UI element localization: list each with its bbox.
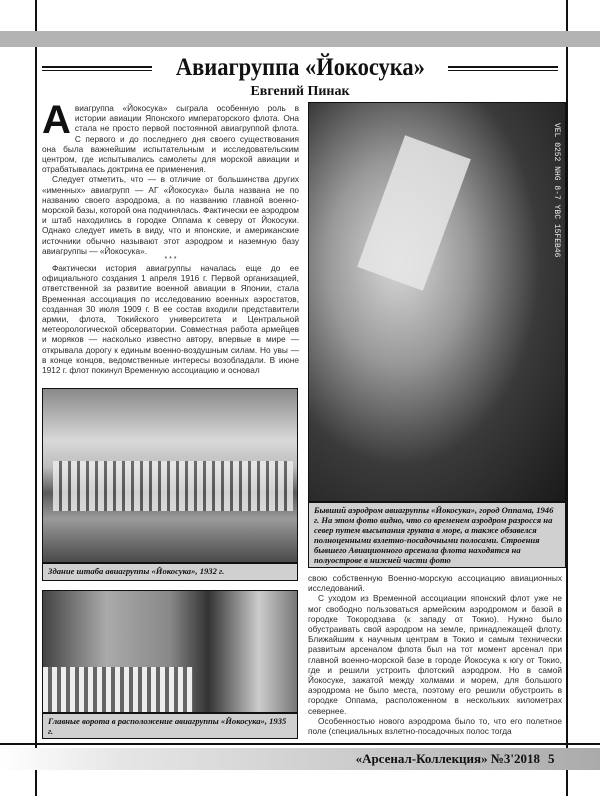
paragraph: свою собственную Военно-морскую ассоциацию авиационных исследований. [308, 573, 562, 594]
gate-photo [42, 590, 298, 713]
headquarters-photo [42, 388, 298, 563]
footer-rule [0, 743, 600, 745]
page-number: 5 [548, 751, 555, 766]
article-author: Евгений Пинак [250, 84, 350, 99]
paragraph: Авиагруппа «Йокосука» сыграла особенную роль в истории авиации Японского императорского флота. Она стала не просто первой постоянной авиагруппой флота. С первого и до последнего дня своего существования она была важнейшим испытательным и исследовательским центром, где испытывались самолеты для морской авиации и отрабатывалась доктрина ее применения. [42, 98, 299, 175]
sailors-shape [43, 667, 193, 712]
paragraph: Фактически история авиагруппы началась еще до ее официального создания 1 апреля 1916 г. Первой организацией, ответственной за развитие военной авиации в Японии, стала Временная ассоциация по исследованию военных аэростатов, созданная 30 июля 1909 г. В ее состав входили представители армии, флота, Токийского университета и Центральной метеорологической обсерватории. Совместная работа армейцев и моряков — насколько известно автору, впервые в мире — открывала дорогу к единым военно-воздушным силам. Но увы — в конце концов, ведомственные интересы возобладали. В июне 1912 г. флот покинул Временную ассоциацию и основал [42, 263, 299, 376]
frame-line-right [566, 0, 568, 796]
building-shape [53, 461, 293, 511]
right-column [308, 573, 562, 736]
title-rule-right [448, 66, 558, 71]
publication-name: «Арсенал-Коллекция» №3'2018 [355, 751, 540, 766]
title-row [42, 54, 558, 82]
paragraph: С уходом из Временной ассоциации японский флот уже не мог свободно пользоваться армейским аэродромом и базой в городке Токородзава (к западу от Токио). Нужно было обустраивать свой аэродром на земле, принадлежащей флоту. Ближайшим к научным центрам в Токио и самым технически развитым арсеналом флота был на тот момент арсенал при главной военно-морской базе в городе Йокосука к югу от Токио, где и решили устроить флотский аэродром. Но в самой Йокосуке, зажатой между холмами и морем, для большого аэродрома не было места, поэтому его решили обустроить в городке Оппама, расположенном в нескольких километрах севернее. [308, 593, 562, 716]
gate-caption: Главные ворота в расположение авиагруппы «Йокосука», 1935 г. [42, 713, 298, 739]
airfield-shape [357, 135, 471, 290]
aerial-caption: Бывший аэродром авиагруппы «Йокосука», город Оппама, 1946 г. На этом фото видно, что со временем аэродром разросся на север путем высыпания грунта в море, а также обзавелся полноценными взлетно-посадочными полосами. Строения бывшего Авиационного арсенала флота находятся на полуострове в нижней части фото [308, 502, 566, 568]
header-band [0, 31, 600, 47]
article-title: Авиагруппа «Йокосука» [175, 54, 425, 81]
headquarters-caption: Здание штаба авиагруппы «Йокосука», 1932 г. [42, 563, 298, 581]
frame-line-left [35, 0, 37, 796]
title-rule-left [42, 66, 152, 71]
paragraph: Особенностью нового аэродрома было то, что его полетное поле (специальных взлетно-посадочных полос тогда [308, 715, 562, 737]
paragraph: Следует отметить, что — в отличие от большинства других «именных» авиагрупп — АГ «Йокосука» была названа не по названию своего аэродрома, а по названию главной военно-морской базы, которой она подчинялась. Фактически ее аэродром и штаб находились в городке Оппама к северу от Йокосуки. Однако следует иметь в виду, что и японские, и американские источники обычно называют этот аэродром и наземную базу авиагруппы — «Йокосука». [42, 174, 299, 256]
aerial-photo [308, 102, 566, 502]
left-column [42, 98, 299, 376]
drop-cap: А [42, 98, 71, 142]
photo-marking: VEL 0252 NHG 8-7 YBC 15FEB46 [552, 123, 561, 258]
section-separator: * * * [164, 256, 177, 264]
